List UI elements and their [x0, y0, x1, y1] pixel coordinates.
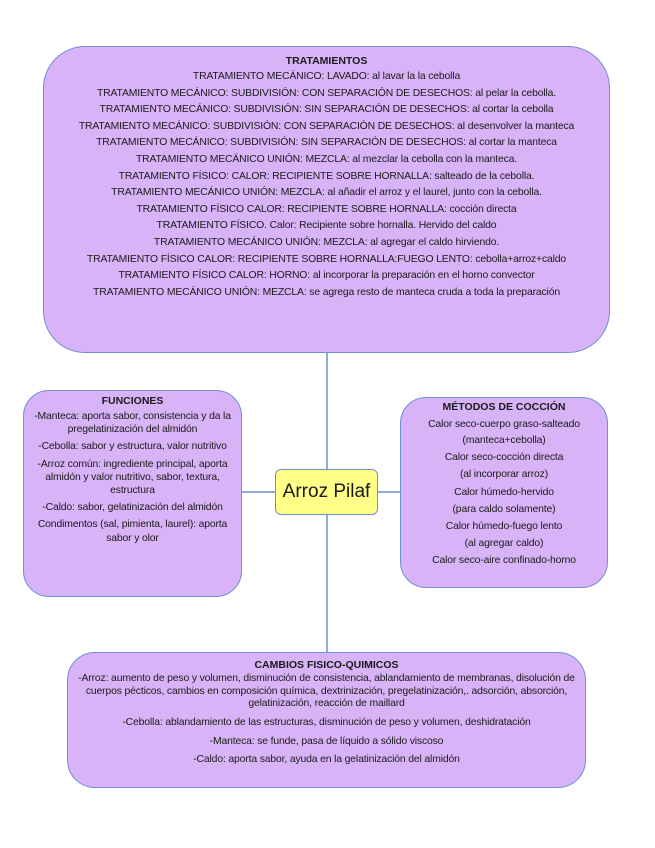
cambio-item: -Caldo: aporta sabor, ayuda en la gelatinización del almidón: [193, 754, 460, 766]
tratamiento-line: TRATAMIENTO MECÁNICO: SUBDIVISIÓN: SIN SEPARACIÓN DE DESECHOS: al cortar la cebolla: [99, 104, 554, 116]
tratamientos-title: TRATAMIENTOS: [285, 55, 368, 67]
funciones-box: [23, 390, 242, 597]
metodo-item: Calor seco-aire confinado-horno: [432, 555, 576, 566]
cambios-fisico-quimicos-box: [67, 652, 586, 788]
tratamiento-line: TRATAMIENTO FÍSICO. Calor: Recipiente sobre hornalla. Hervido del caldo: [156, 220, 497, 232]
metodo-item: Calor húmedo-hervido: [454, 486, 554, 498]
funcion-item: -Manteca: aporta sabor, consistencia y da la pregelatinización del almidón: [34, 411, 231, 436]
tratamientos-box: [43, 46, 610, 353]
cambio-item: -Cebolla: ablandamiento de las estructuras, disminución de peso y volumen, deshidratación: [122, 717, 531, 729]
tratamiento-line: TRATAMIENTO MECÁNICO UNIÓN: MEZCLA: al añadir el arroz y el laurel, junto con la cebolla.: [111, 187, 542, 199]
tratamiento-line: TRATAMIENTO MECÁNICO: SUBDIVISIÓN: CON SEPARACIÓN DE DESECHOS: al desenvolver la manteca: [78, 120, 575, 132]
metodo-item: Calor húmedo-fuego lento: [445, 520, 563, 532]
tratamiento-line: TRATAMIENTO MECÁNICO: SUBDIVISIÓN: SIN SEPARACIÓN DE DESECHOS: al cortar la manteca: [96, 137, 557, 149]
metodo-item: (al incorporar arroz): [459, 469, 549, 481]
tratamiento-line: TRATAMIENTO MECÁNICO UNIÓN: MEZCLA: se agrega resto de manteca cruda a toda la preparación: [93, 286, 560, 298]
funciones-title: FUNCIONES: [101, 395, 164, 407]
tratamiento-line: TRATAMIENTO MECÁNICO: SUBDIVISIÓN: CON SEPARACIÓN DE DESECHOS: al pelar la cebolla.: [96, 87, 557, 99]
cambios-title: CAMBIOS FISICO-QUIMICOS: [254, 659, 399, 671]
funcion-item: -Caldo: sabor, gelatinización del almidón: [42, 502, 223, 514]
metodos-coccion-box: [400, 397, 608, 588]
metodo-item: (para caldo solamente): [452, 503, 556, 515]
cambio-item: -Manteca: se funde, pasa de líquido a sólido viscoso: [209, 735, 444, 747]
tratamiento-line: TRATAMIENTO FÍSICO CALOR: RECIPIENTE SOBRE HORNALLA:FUEGO LENTO: cebolla+arroz+caldo: [86, 253, 567, 265]
metodo-item: Calor seco-cuerpo graso-salteado (manteca+cebolla): [428, 419, 580, 447]
metodos-title: MÉTODOS DE COCCIÓN: [442, 401, 566, 413]
metodo-item: (al agregar caldo): [464, 537, 544, 549]
metodo-item: Calor seco-cocción directa: [444, 452, 564, 464]
cambio-item: -Arroz: aumento de peso y volumen, disminución de consistencia, ablandamiento de membranas, disolución de cuerpos pécticos, cambios en composición química, dextrinización, pregelatinización,. adsorción, absorción, gelatinización, reacción de maillard: [78, 673, 575, 710]
tratamiento-line: TRATAMIENTO FÍSICO: CALOR: RECIPIENTE SOBRE HORNALLA: salteado de la cebolla.: [118, 170, 535, 182]
tratamiento-line: TRATAMIENTO FÍSICO CALOR: HORNO: al incorporar la preparación en el horno convector: [118, 270, 535, 282]
tratamiento-line: TRATAMIENTO FÍSICO CALOR: RECIPIENTE SOBRE HORNALLA: cocción directa: [136, 203, 517, 215]
tratamiento-line: TRATAMIENTO MECÁNICO UNIÓN: MEZCLA: al mezclar la cebolla con la manteca.: [135, 153, 518, 165]
funcion-item: Condimentos (sal, pimienta, laurel): aporta sabor y olor: [37, 519, 228, 544]
funcion-item: -Arroz común: ingrediente principal, aporta almidón y valor nutritivo, sabor, textura, estructura: [37, 458, 228, 497]
funcion-item: -Cebolla: sabor y estructura, valor nutritivo: [38, 441, 227, 453]
tratamiento-line: TRATAMIENTO MECÁNICO: LAVADO: al lavar la la cebolla: [192, 71, 461, 82]
tratamiento-line: TRATAMIENTO MECÁNICO UNIÓN: MEZCLA: al agregar el caldo hirviendo.: [153, 236, 500, 248]
central-topic-node: Arroz Pilaf: [275, 469, 378, 515]
